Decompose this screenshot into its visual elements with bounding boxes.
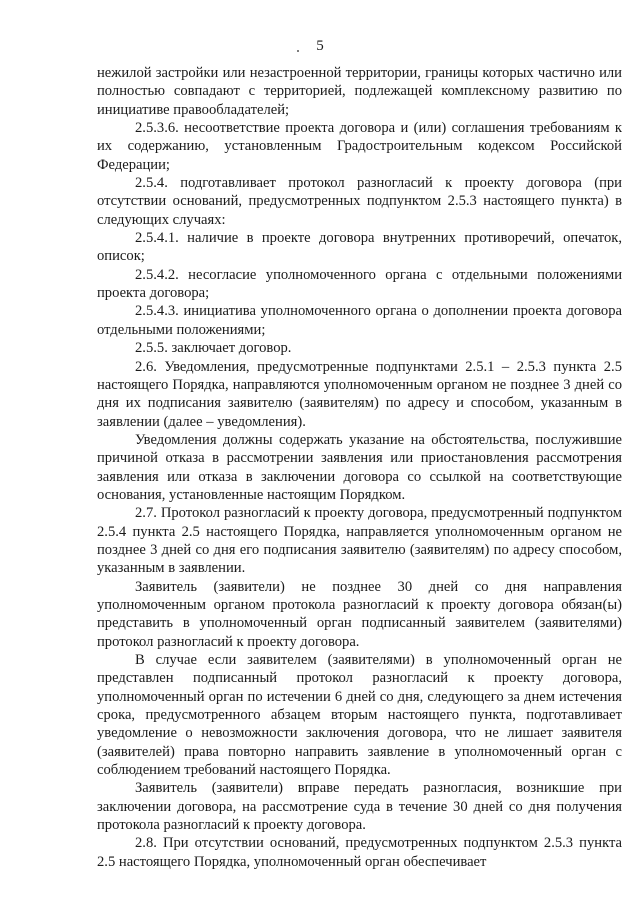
paragraph-2-8: 2.8. При отсутствии оснований, предусмотренных подпунктом 2.5.3 пункта 2.5 настоящего Порядка, уполномоченный орган обеспечивает (97, 835, 622, 870)
paragraph-2-5-3-6: 2.5.3.6. несоответствие проекта договора и (или) соглашения требованиям к их содержанию, установленным Градостроительным кодексом Российской Федерации; (97, 120, 622, 173)
paragraph-2-7: 2.7. Протокол разногласий к проекту договора, предусмотренный подпунктом 2.5.4 пункта 2.5 настоящего Порядка, направляется уполномоченным органом не позднее 3 дней со дня его подписания заявителю (заявителям) по адресу способом, указанным в заявлении. (97, 505, 622, 577)
paragraph-not-submitted: В случае если заявителем (заявителями) в уполномоченный орган не представлен подписанный протокол разногласий к проекту договора, уполномоченный орган по истечении 6 дней со дня, следующего за днем истечения срока, предусмотренного абзацем вторым настоящего пункта, подготавливает уведомление о невозможности заключения договора, что не лишает заявителя (заявителей) права повторно направить заявление в уполномоченный орган с соблюдением требований настоящего Порядка. (97, 652, 622, 779)
paragraph-2-5-4-2: 2.5.4.2. несогласие уполномоченного органа с отдельными положениями проекта договора; (97, 266, 622, 302)
paragraph-notifications: Уведомления должны содержать указание на обстоятельства, послужившие причиной отказа в рассмотрении заявления или приостановления рассмотрения заявления или отказа в заключении договора со ссылкой на соответствующие основания, установленные настоящим Порядком. (97, 431, 622, 503)
paragraph-applicant-30-days: Заявитель (заявители) не позднее 30 дней со дня направления уполномоченным органом протокола разногласий к проекту договора обязан(ы) представить в уполномоченный орган подписанный заявителем (заявителями) протокол разногласий к проекту договора. (97, 578, 622, 650)
paragraph-2-5-4: 2.5.4. подготавливает протокол разногласий к проекту договора (при отсутствии оснований, предусмотренных подпунктом 2.5.3 настоящего пункта) в следующих случаях: (97, 175, 622, 228)
paragraph-court: Заявитель (заявители) вправе передать разногласия, возникшие при заключении договора, на рассмотрение суда в течение 30 дней со дня получения протокола разногласий к проекту договора. (97, 780, 622, 834)
document-body (97, 64, 622, 871)
paragraph-2-5-4-3: 2.5.4.3. инициатива уполномоченного органа о дополнении проекта договора отдельными положениями; (97, 303, 622, 338)
page-number: 5 (316, 38, 324, 54)
paragraph-2-5-4-1: 2.5.4.1. наличие в проекте договора внутренних противоречий, опечаток, описок; (97, 230, 622, 265)
paragraph-continued: нежилой застройки или незастроенной территории, границы которых частично или полностью совпадают с территорией, подлежащей комплексному развитию по инициативе правообладателей; (97, 65, 622, 118)
paragraph-2-6: 2.6. Уведомления, предусмотренные подпунктами 2.5.1 – 2.5.3 пункта 2.5 настоящего Порядка, направляются уполномоченным органом не позднее 3 дней со дня их подписания заявителю (заявителям) по адресу и способом, указанным в заявлении (далее – уведомления). (97, 358, 622, 430)
paragraph-2-5-5: 2.5.5. заключает договор. (135, 340, 292, 357)
